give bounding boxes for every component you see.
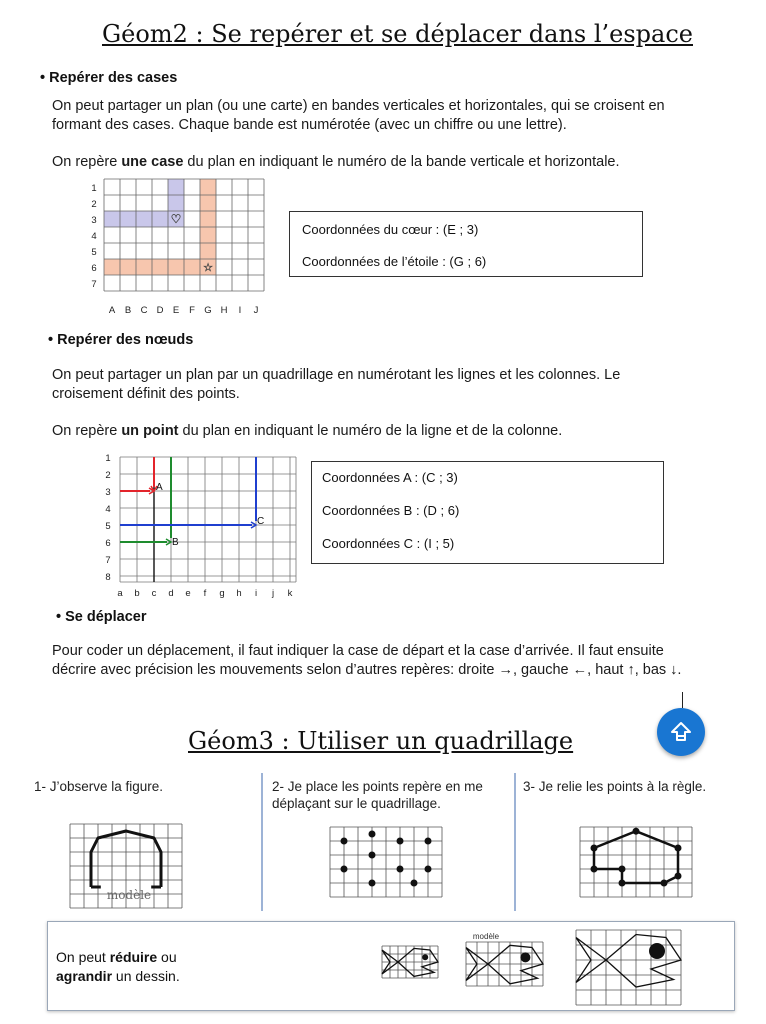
step-1-text: 1- J’observe la figure. bbox=[34, 779, 164, 794]
grid-point bbox=[425, 866, 432, 873]
column-label: A bbox=[108, 305, 116, 316]
geom3-title: Géom3 : Utiliser un quadrillage bbox=[188, 727, 574, 755]
row-label: 8 bbox=[105, 572, 111, 583]
column-label: g bbox=[219, 588, 225, 598]
fish-model-label: modèle bbox=[472, 932, 500, 941]
bullet-icon: • bbox=[48, 332, 54, 348]
column-label: e bbox=[185, 588, 191, 598]
orange-band-horizontal bbox=[104, 259, 216, 275]
column-label: c bbox=[151, 588, 157, 598]
cases-grid bbox=[80, 175, 280, 317]
noeuds-paragraph-1: On peut partager un plan par un quadrillage en numérotant les lignes et les colonnes. Le croisement définit des points. bbox=[52, 367, 621, 402]
grid-point bbox=[591, 866, 598, 873]
grid-point bbox=[411, 880, 418, 887]
column-label: f bbox=[203, 588, 207, 598]
column-label: D bbox=[156, 305, 164, 316]
star-icon: ☆ bbox=[203, 262, 213, 274]
row-label: 1 bbox=[105, 453, 111, 464]
grid-point bbox=[619, 880, 626, 887]
column-separator bbox=[261, 773, 263, 911]
column-label: I bbox=[238, 305, 242, 316]
row-label: 2 bbox=[91, 199, 97, 210]
row-label: 6 bbox=[105, 538, 111, 549]
section-heading-cases: • Repérer des cases bbox=[40, 70, 178, 86]
section-heading-deplacer: • Se déplacer bbox=[56, 609, 147, 625]
grid-point bbox=[675, 873, 682, 880]
grid-point bbox=[619, 866, 626, 873]
point-a-coordinates: Coordonnées A : (C ; 3) bbox=[322, 470, 458, 485]
scroll-to-top-button[interactable] bbox=[657, 708, 705, 756]
grid-point bbox=[675, 845, 682, 852]
fish-body bbox=[398, 948, 438, 976]
model-figure bbox=[68, 822, 190, 910]
row-label: 5 bbox=[91, 247, 97, 258]
point-a-label: A bbox=[156, 482, 163, 493]
column-label: C bbox=[140, 305, 148, 316]
row-label: 2 bbox=[105, 470, 111, 481]
fish-eye bbox=[649, 943, 665, 959]
fish-eye bbox=[422, 954, 428, 960]
grid-point bbox=[633, 828, 640, 835]
scroll-top-icon bbox=[668, 719, 694, 745]
row-label: 3 bbox=[91, 215, 97, 226]
column-label: H bbox=[220, 305, 228, 316]
cases-paragraph-2: On repère une case du plan en indiquant le numéro de la bande verticale et horizontale. bbox=[52, 154, 620, 170]
grid-point bbox=[397, 838, 404, 845]
column-label: h bbox=[236, 588, 242, 598]
row-label: 6 bbox=[91, 263, 97, 274]
grid-point bbox=[425, 838, 432, 845]
resize-text: On peut réduire ou agrandir un dessin. bbox=[56, 949, 180, 984]
grid-point bbox=[661, 880, 668, 887]
noeuds-paragraph-2: On repère un point du plan en indiquant le numéro de la ligne et de la colonne. bbox=[52, 423, 563, 439]
column-label: j bbox=[271, 588, 275, 598]
geom2-title: Géom2 : Se repérer et se déplacer dans l’espace bbox=[102, 20, 693, 48]
column-label: E bbox=[172, 305, 180, 316]
point-b-label: B bbox=[172, 537, 179, 548]
column-label: d bbox=[168, 588, 174, 598]
column-label: k bbox=[287, 588, 293, 598]
point-c-coordinates: Coordonnées C : (I ; 5) bbox=[322, 536, 455, 551]
grid-point bbox=[369, 880, 376, 887]
step-3-text: 3- Je relie les points à la règle. bbox=[523, 779, 707, 794]
fish-figures bbox=[328, 928, 728, 1008]
fish-eye bbox=[520, 952, 530, 962]
grid-point bbox=[397, 866, 404, 873]
section-heading-noeuds: • Repérer des nœuds bbox=[48, 332, 194, 348]
cases-paragraph-1: On peut partager un plan (ou une carte) en bandes verticales et horizontales, qui se croisent en formant des cases. Chaque bande est numérotée (avec un chiffre ou une lettre). bbox=[52, 98, 665, 133]
point-b-coordinates: Coordonnées B : (D ; 6) bbox=[322, 503, 460, 518]
row-label: 7 bbox=[91, 279, 97, 290]
grid-point bbox=[369, 831, 376, 838]
column-label: i bbox=[254, 588, 258, 598]
row-label: 1 bbox=[91, 183, 97, 194]
row-label: 4 bbox=[91, 231, 97, 242]
row-label: 4 bbox=[105, 504, 111, 515]
noeuds-grid bbox=[98, 450, 298, 598]
column-label: J bbox=[253, 305, 259, 316]
joined-figure bbox=[578, 825, 700, 909]
fish-body bbox=[606, 935, 681, 988]
point-c-label: C bbox=[257, 516, 265, 527]
star-coordinates: Coordonnées de l’étoile : (G ; 6) bbox=[302, 254, 487, 269]
column-separator bbox=[514, 773, 516, 911]
grid-point bbox=[341, 866, 348, 873]
points-figure bbox=[328, 825, 450, 909]
cases-coordinates-box bbox=[289, 211, 643, 277]
row-label: 5 bbox=[105, 521, 111, 532]
column-label: a bbox=[117, 588, 123, 598]
step-2-text: 2- Je place les points repère en me déplaçant sur le quadrillage. bbox=[272, 779, 483, 811]
heart-coordinates: Coordonnées du cœur : (E ; 3) bbox=[302, 222, 479, 237]
fish-body bbox=[488, 945, 543, 984]
grid-point bbox=[591, 845, 598, 852]
column-label: F bbox=[189, 305, 195, 316]
column-label: G bbox=[204, 305, 212, 316]
grid-point bbox=[369, 852, 376, 859]
heart-icon: ♡ bbox=[170, 212, 182, 226]
resize-box bbox=[47, 921, 735, 1011]
noeuds-coordinates-box bbox=[311, 461, 664, 564]
grid-point bbox=[341, 838, 348, 845]
column-label: b bbox=[134, 588, 140, 598]
column-label: B bbox=[124, 305, 132, 316]
text-cursor bbox=[682, 692, 683, 708]
row-label: 7 bbox=[105, 555, 111, 566]
model-label: modèle bbox=[106, 888, 152, 902]
row-label: 3 bbox=[105, 487, 111, 498]
deplacer-paragraph: Pour coder un déplacement, il faut indiquer la case de départ et la case d’arrivée. Il faut ensuite décrire avec précision les mouvements selon d’autres repères: droite →, gauche ←, haut ↑, bas ↓. bbox=[52, 643, 682, 678]
bullet-icon: • bbox=[40, 70, 46, 86]
bullet-icon: • bbox=[56, 609, 62, 625]
